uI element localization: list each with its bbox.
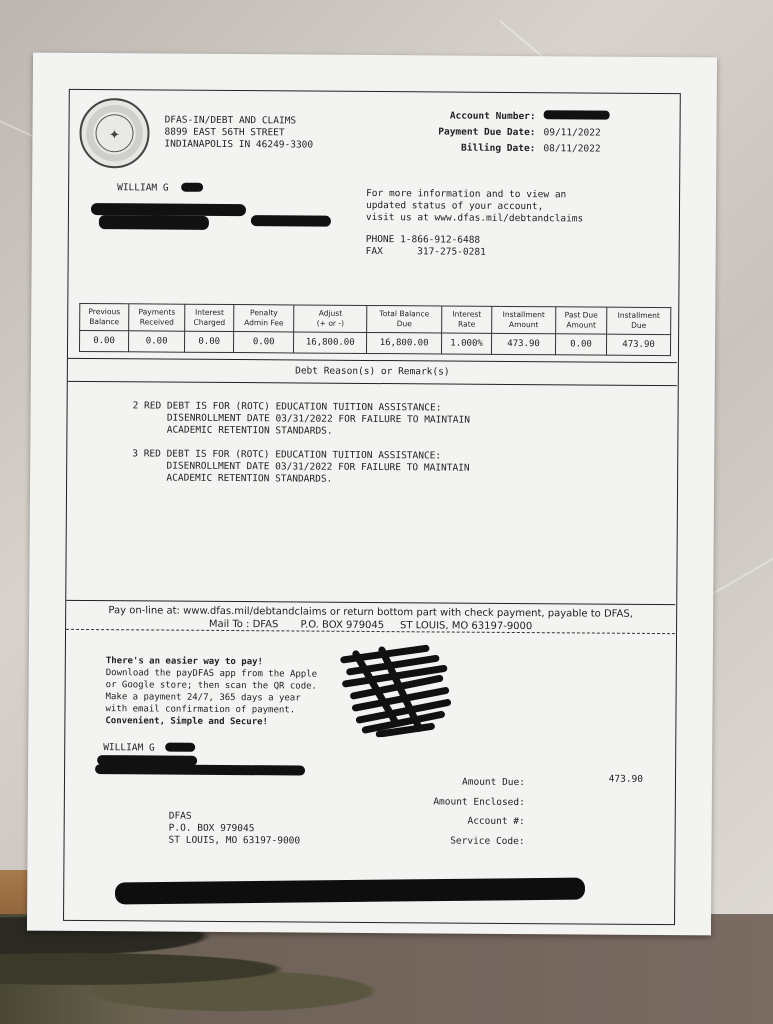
remit-name: WILLIAM G <box>103 742 155 754</box>
remit-address-redaction <box>165 743 195 752</box>
reason-item: 3 RED DEBT IS FOR (ROTC) EDUCATION TUITION ASSISTANCE: DISENROLLMENT DATE 03/31/2022 FOR FAILURE TO MAINTAIN ACADEMIC RETENTION STANDARDS. <box>132 448 470 485</box>
dod-seal-icon: ✦ <box>79 98 149 168</box>
table-header: Interest Rate <box>442 306 492 333</box>
contact-info: For more information and to view an updated status of your account, visit us at www.dfas.mil/debtandclaims PHONE 1-866-912-6488 FAX 317-275-0281 <box>365 187 584 258</box>
paydfas-promo: There's an easier way to pay! Download the payDFAS app from the Apple or Google store; then scan the QR code. Make a payment 24/7, 365 days a year with email confirmation of payment. Convenient, Simple and Secure! <box>105 656 318 728</box>
table-cell: 473.90 <box>492 333 556 354</box>
pay-online-instructions <box>66 600 675 634</box>
billing-date: 08/11/2022 <box>543 143 601 155</box>
account-hash-label: Account #: <box>467 815 525 828</box>
account-number-redacted <box>544 109 612 125</box>
remit-fields <box>433 772 525 851</box>
debt-reason-header: Debt Reason(s) or Remark(s) <box>68 358 677 386</box>
amount-due-label: Amount Due: <box>462 776 526 789</box>
amount-due-value: 473.90 <box>608 773 644 785</box>
payment-due-date: 09/11/2022 <box>543 127 601 139</box>
dfas-remit-address: DFAS P.O. BOX 979045 ST LOUIS, MO 63197-9000 <box>168 810 301 847</box>
amount-enclosed-label: Amount Enclosed: <box>433 795 525 808</box>
qr-code-redacted <box>335 642 456 738</box>
recipient-name: WILLIAM G <box>117 182 169 194</box>
payment-due-label: Payment Due Date: <box>438 126 536 139</box>
table-cell: 0.00 <box>234 332 294 353</box>
table-cell: 0.00 <box>129 331 185 352</box>
table-cell: 1.000% <box>441 333 491 354</box>
recipient-address-redaction <box>181 183 203 192</box>
table-header: Past Due Amount <box>556 307 607 334</box>
table-header: Interest Charged <box>185 304 234 331</box>
recipient-address-redaction <box>251 215 331 227</box>
table-cell: 16,800.00 <box>367 332 442 354</box>
table-cell: 16,800.00 <box>294 332 367 354</box>
debt-reasons <box>132 400 470 486</box>
table-header: Installment Due <box>607 307 671 334</box>
account-number-label: Account Number: <box>449 110 536 123</box>
pay-online-line: Pay on-line at: www.dfas.mil/debtandclaims or return bottom part with check payment, payable to DFAS, <box>108 605 633 620</box>
remit-address-redaction <box>95 764 305 775</box>
table-header: Payments Received <box>129 304 185 331</box>
table-cell: 0.00 <box>79 330 128 351</box>
account-summary <box>438 108 612 157</box>
agency-address: DFAS-IN/DEBT AND CLAIMS 8899 EAST 56TH STREET INDIANAPOLIS IN 46249-3300 <box>164 114 314 151</box>
table-cell: 473.90 <box>607 334 671 355</box>
table-cell: 0.00 <box>555 334 606 355</box>
table-cell: 0.00 <box>185 331 234 352</box>
reason-item: 2 RED DEBT IS FOR (ROTC) EDUCATION TUITION ASSISTANCE: DISENROLLMENT DATE 03/31/2022 FOR FAILURE TO MAINTAIN ACADEMIC RETENTION STANDARDS. <box>132 400 471 437</box>
service-code-label: Service Code: <box>450 835 525 847</box>
balance-table <box>79 303 671 356</box>
letter-frame <box>63 89 681 925</box>
recipient-address-redaction <box>99 215 209 230</box>
mail-to-line: Mail To : DFAS P.O. BOX 979045 ST LOUIS, MO 63197-9000 <box>208 618 533 633</box>
table-header: Penalty Admin Fee <box>234 305 294 332</box>
table-header: Adjust (+ or -) <box>294 305 367 333</box>
recipient-address-redaction <box>91 203 246 216</box>
table-header: Installment Amount <box>492 306 556 333</box>
table-header: Total Balance Due <box>367 305 442 333</box>
debt-letter-page <box>27 53 717 936</box>
billing-date-label: Billing Date: <box>461 142 536 155</box>
table-header: Previous Balance <box>80 303 129 330</box>
